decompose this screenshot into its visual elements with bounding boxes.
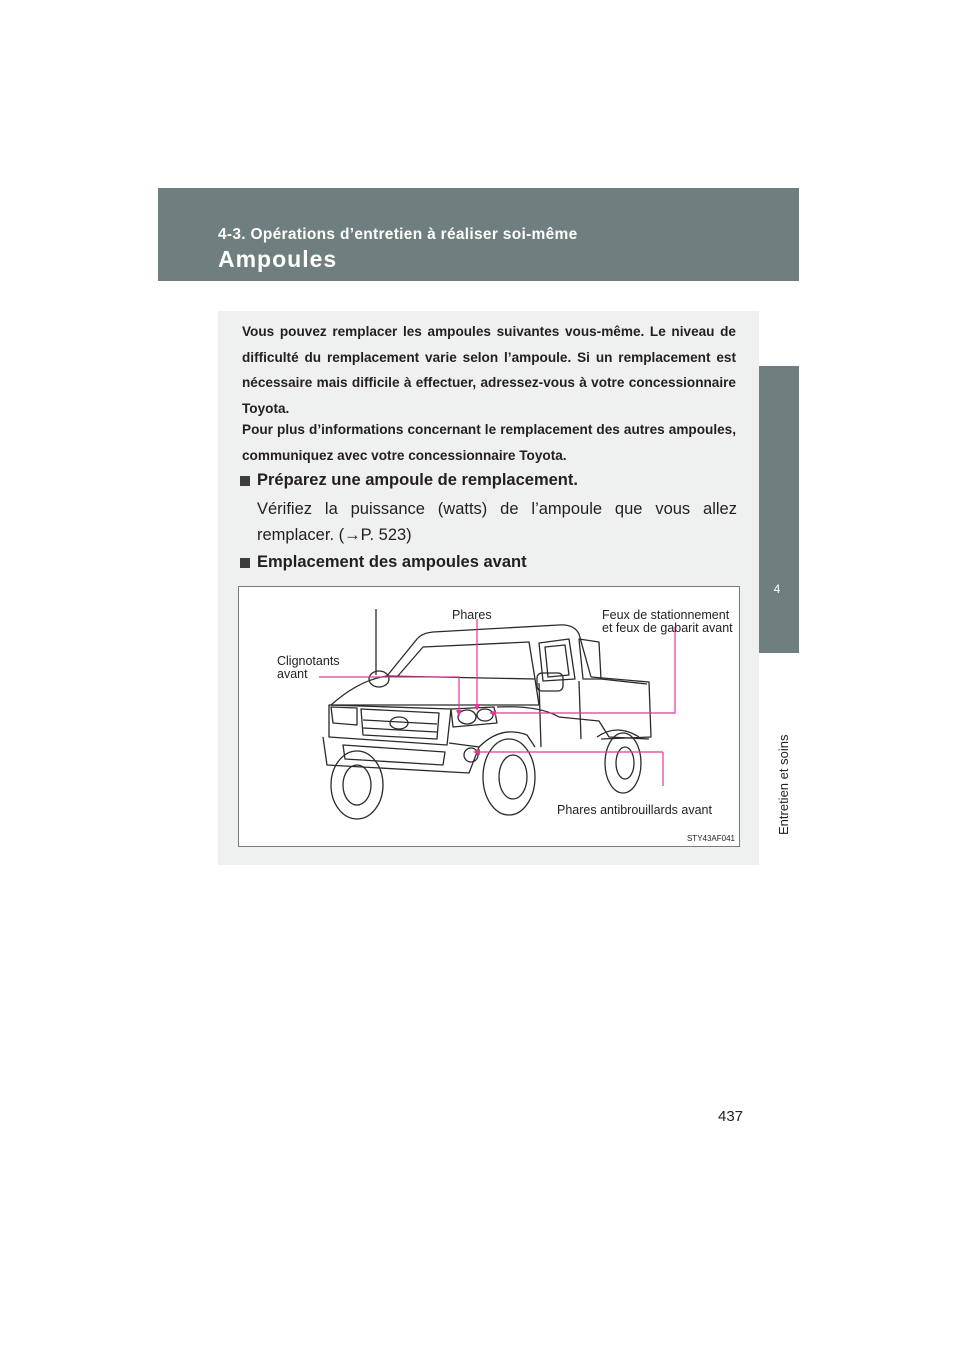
heading-replacement-bulb: [240, 471, 578, 490]
chapter-number: 4: [773, 582, 781, 596]
intro-paragraph-2: Pour plus d’informations concernant le remplacement des autres ampoules, communiquez avec votre concessionnaire Toyota.: [242, 422, 736, 463]
heading-text: Emplacement des ampoules avant: [257, 553, 527, 571]
square-bullet-icon: [240, 558, 250, 568]
callout-headlights: Phares: [452, 608, 492, 622]
square-bullet-icon: [240, 476, 250, 486]
truck-illustration: [238, 586, 740, 847]
page-number: 437: [718, 1108, 744, 1125]
figure-code: STY43AF041: [686, 834, 735, 843]
replacement-bulb-text: Vérifiez la puissance (watts) de l’ampoule que vous allez remplacer. (→P. 523): [257, 500, 737, 544]
callout-parking-lights: Feux de stationnement et feux de gabarit avant: [602, 608, 733, 635]
callout-turn-signals: Clignotants avant: [277, 654, 340, 681]
intro-paragraph-1: Vous pouvez remplacer les ampoules suivantes vous-même. Le niveau de difficulté du remplacement varie selon l’ampoule. Si un remplacement est nécessaire mais difficile à effectuer, adressez-vous à votre concessionnaire Toyota.: [242, 324, 736, 416]
callout-fog-lights: Phares antibrouillards avant: [557, 803, 712, 817]
section-label: 4-3. Opérations d’entretien à réaliser soi-même: [218, 226, 578, 243]
heading-text: Préparez une ampoule de remplacement.: [257, 471, 578, 489]
section-header: [158, 188, 799, 281]
heading-bulb-locations: [240, 553, 527, 572]
page-title: Ampoules: [218, 246, 338, 272]
chapter-label: Entretien et soins: [776, 734, 791, 835]
